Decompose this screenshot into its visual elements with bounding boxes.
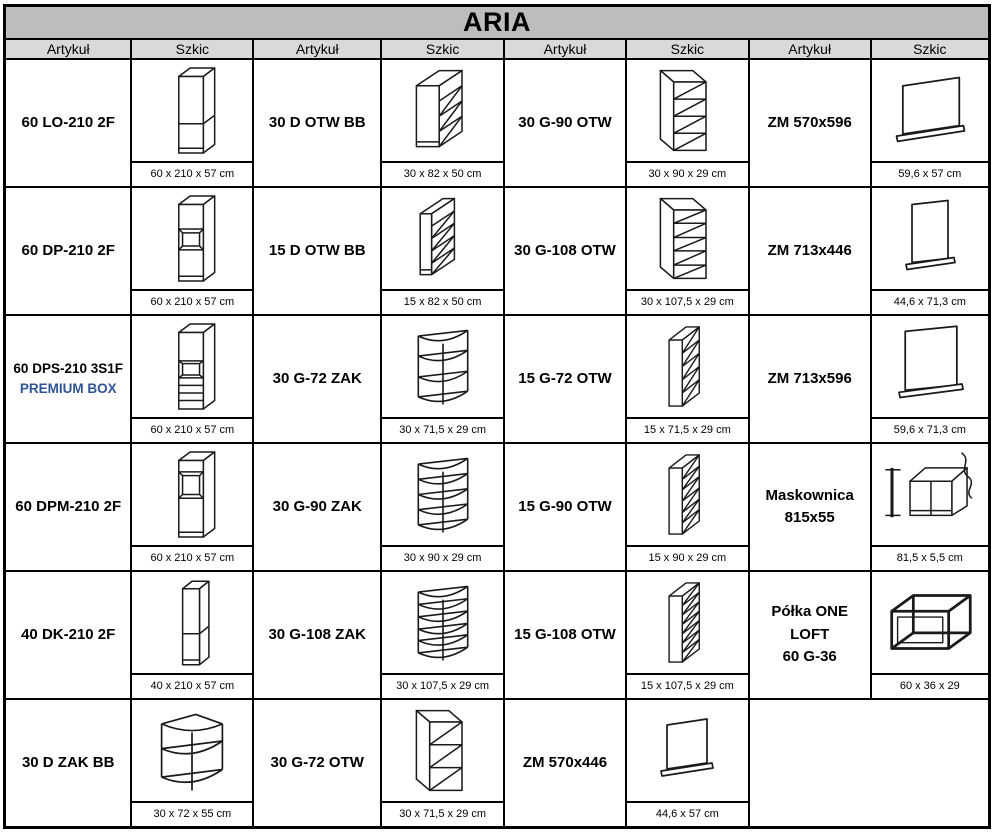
sketch-wall-open-15-72: [627, 317, 748, 417]
column-header-artykul: Artykuł: [749, 39, 871, 59]
sketch-tall-oven-drawers: [132, 317, 252, 417]
dims-label: 44,6 x 71,3 cm: [872, 289, 988, 314]
sketch-cell: [626, 443, 749, 571]
column-header-szkic: Szkic: [381, 39, 504, 59]
sketch-cell: [871, 187, 990, 315]
article-cell: [504, 187, 626, 315]
dims-label: 44,6 x 57 cm: [627, 801, 748, 826]
dims-label: 30 x 90 x 29 cm: [627, 161, 748, 186]
article-sub-label: 815x55: [784, 509, 835, 526]
dims-label: 60 x 36 x 29: [872, 673, 988, 698]
dims-label: 15 x 71,5 x 29 cm: [627, 417, 748, 442]
article-cell: [749, 187, 871, 315]
article-cell: [5, 443, 132, 571]
article-cell: [5, 699, 132, 828]
article-label: 15 G-90 OTW: [518, 497, 612, 515]
sketch-cell: [871, 59, 990, 187]
table-row: [5, 315, 990, 443]
dims-label: 40 x 210 x 57 cm: [132, 673, 252, 698]
dims-label: 30 x 82 x 50 cm: [382, 161, 503, 186]
dims-label: 30 x 107,5 x 29 cm: [627, 289, 748, 314]
article-label: 60 DP-210 2F: [21, 241, 115, 259]
article-cell: [5, 315, 132, 443]
dims-label: 15 x 107,5 x 29 cm: [627, 673, 748, 698]
sketch-cell: [131, 443, 253, 571]
table-row: [5, 59, 990, 187]
article-cell: [504, 699, 626, 828]
article-cell: [253, 443, 381, 571]
table-row: [5, 699, 990, 828]
sketch-cell: [626, 59, 749, 187]
table-row: [5, 571, 990, 699]
article-cell: [5, 571, 132, 699]
sketch-corner-wall-shelf-90: [382, 445, 503, 545]
article-label: ZM 570x446: [522, 753, 608, 771]
column-header-szkic: Szkic: [131, 39, 253, 59]
sketch-corner-wall-shelf-72: [382, 317, 503, 417]
sketch-cell: [381, 59, 504, 187]
sketch-cell: [131, 571, 253, 699]
dims-label: 30 x 107,5 x 29 cm: [382, 673, 503, 698]
article-cell: [749, 571, 871, 699]
sketch-cell: [381, 443, 504, 571]
article-label: 15 D OTW BB: [268, 241, 366, 259]
article-label: ZM 713x596: [767, 369, 852, 387]
sketch-cell: [381, 315, 504, 443]
sketch-cover-strip: [872, 445, 988, 545]
sketch-cell: [626, 571, 749, 699]
sketch-corner-base-open: [132, 701, 252, 801]
sketch-cell: [626, 187, 749, 315]
dims-label: 59,6 x 57 cm: [872, 161, 988, 186]
empty-cell: [749, 699, 990, 828]
article-label: 30 D ZAK BB: [21, 753, 115, 771]
catalog-table: [3, 4, 991, 829]
article-sub-label: 60 G-36: [782, 648, 837, 666]
article-sub-label: PREMIUM BOX: [19, 381, 117, 396]
sketch-base-open-30: [382, 61, 503, 161]
article-cell: [253, 187, 381, 315]
column-header-artykul: Artykuł: [504, 39, 626, 59]
article-cell: [253, 315, 381, 443]
sketch-wall-open-30-72: [382, 701, 503, 801]
sketch-cell: [131, 187, 253, 315]
article-cell: [749, 315, 871, 443]
article-cell: [504, 59, 626, 187]
sketch-cell: [381, 571, 504, 699]
article-label: Półka ONE LOFT: [771, 603, 849, 643]
article-cell: [749, 443, 871, 571]
sketch-tall-microwave-cabinet: [132, 445, 252, 545]
dims-label: 60 x 210 x 57 cm: [132, 417, 252, 442]
sketch-cell: [626, 699, 749, 828]
sketch-cell: [381, 187, 504, 315]
article-label: 40 DK-210 2F: [21, 625, 116, 643]
sketch-wall-open-30-90: [627, 61, 748, 161]
article-cell: [504, 571, 626, 699]
article-label: 30 G-90 ZAK: [272, 497, 362, 515]
sketch-wall-open-15-108: [627, 573, 748, 673]
article-cell: [749, 59, 871, 187]
sketch-dishwasher-panel: [627, 701, 748, 801]
sketch-wall-open-30-108: [627, 189, 748, 289]
article-label: 30 G-108 ZAK: [268, 625, 366, 643]
article-label: 30 G-72 ZAK: [272, 369, 362, 387]
article-cell: [504, 443, 626, 571]
sketch-tall-cabinet-40: [132, 573, 252, 673]
sketch-base-open-15: [382, 189, 503, 289]
sketch-cell: [871, 443, 990, 571]
article-cell: [504, 315, 626, 443]
article-cell: [5, 187, 132, 315]
sketch-cell: [131, 315, 253, 443]
dims-label: 30 x 71,5 x 29 cm: [382, 801, 503, 826]
article-label: 60 DPS-210 3S1F: [13, 360, 123, 376]
dims-label: 30 x 71,5 x 29 cm: [382, 417, 503, 442]
page-title: ARIA: [5, 6, 990, 40]
dims-label: 59,6 x 71,3 cm: [872, 417, 988, 442]
article-label: 30 G-90 OTW: [518, 113, 612, 131]
sketch-cell: [626, 315, 749, 443]
article-label: Maskownica: [765, 486, 854, 504]
dims-label: 30 x 72 x 55 cm: [132, 801, 252, 826]
sketch-cell: [131, 699, 253, 828]
dims-label: 30 x 90 x 29 cm: [382, 545, 503, 570]
sketch-dishwasher-panel: [872, 61, 988, 161]
dims-label: 60 x 210 x 57 cm: [132, 161, 252, 186]
article-cell: [253, 571, 381, 699]
dims-label: 81,5 x 5,5 cm: [872, 545, 988, 570]
sketch-tall-cabinet-2f: [132, 61, 252, 161]
article-cell: [5, 59, 132, 187]
column-header-szkic: Szkic: [626, 39, 749, 59]
article-label: 30 D OTW BB: [268, 113, 366, 131]
dims-label: 60 x 210 x 57 cm: [132, 289, 252, 314]
sketch-corner-wall-shelf-108: [382, 573, 503, 673]
column-header-artykul: Artykuł: [253, 39, 381, 59]
article-label: 60 DPM-210 2F: [15, 497, 122, 515]
sketch-tall-oven-cabinet: [132, 189, 252, 289]
article-label: 60 LO-210 2F: [21, 113, 115, 131]
article-cell: [253, 59, 381, 187]
article-label: 30 G-108 OTW: [514, 241, 616, 259]
column-header-szkic: Szkic: [871, 39, 990, 59]
dims-label: 15 x 90 x 29 cm: [627, 545, 748, 570]
sketch-dishwasher-panel: [872, 189, 988, 289]
article-label: 15 G-72 OTW: [518, 369, 612, 387]
column-header-artykul: Artykuł: [5, 39, 132, 59]
article-label: ZM 570x596: [767, 113, 852, 131]
sketch-cell: [381, 699, 504, 828]
article-label: ZM 713x446: [767, 241, 852, 259]
sketch-dishwasher-panel: [872, 317, 988, 417]
sketch-cell: [131, 59, 253, 187]
sketch-wall-open-15-90: [627, 445, 748, 545]
dims-label: 60 x 210 x 57 cm: [132, 545, 252, 570]
sketch-cell: [871, 315, 990, 443]
article-label: 30 G-72 OTW: [270, 753, 364, 771]
table-row: [5, 187, 990, 315]
dims-label: 15 x 82 x 50 cm: [382, 289, 503, 314]
article-label: 15 G-108 OTW: [514, 625, 616, 643]
table-row: [5, 443, 990, 571]
sketch-cell: [871, 571, 990, 699]
sketch-loft-shelf-frame: [872, 573, 988, 673]
article-cell: [253, 699, 381, 828]
